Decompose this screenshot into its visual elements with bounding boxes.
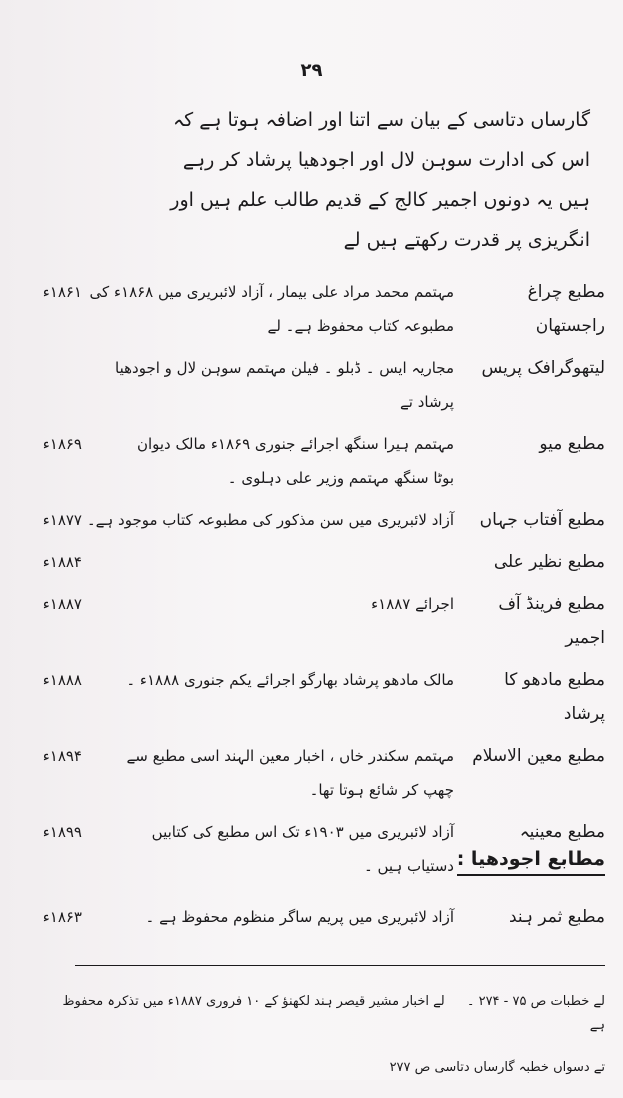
press-entry <box>40 739 605 807</box>
footnote-text: لے اخبار مشیر قیصر ہند لکھنؤ کے ۱۰ فروری ۱۸۸۷ء میں تذکرہ محفوظ ہے <box>62 994 605 1033</box>
press-name: مطبع معین الاسلام <box>472 746 605 766</box>
intro-line: اس کی ادارت سوہن لال اور اجودھیا پرشاد کر رہے <box>182 149 590 171</box>
press-description <box>82 351 470 419</box>
press-description <box>82 739 470 807</box>
press-entry <box>40 663 605 731</box>
description-line: چھپ کر شائع ہوتا تھا۔ <box>309 781 454 799</box>
description-line: آزاد لائبریری میں ۱۹۰۳ء تک اس مطبع کی کتابیں <box>151 823 454 841</box>
description-line: مہتمم ہیرا سنگھ اجرائے جنوری ۱۸۶۹ء مالک دیوان <box>136 435 454 453</box>
footnote-line <box>60 990 605 1038</box>
press-year: ۱۸۶۳ء <box>42 908 82 926</box>
footnote-text: لے خطبات ص ۷۵ - ۲۷۴ ۔ <box>466 994 605 1009</box>
press-year: ۱۸۹۹ء <box>42 823 82 841</box>
press-name: مطبع معینیہ <box>519 822 605 842</box>
intro-line: گارساں دتاسی کے بیان سے اتنا اور اضافہ ہوتا ہے کہ <box>173 109 590 131</box>
press-year: ۱۸۷۷ء <box>42 511 82 529</box>
footnote-line: تے دسواں خطبہ گارساں دتاسی ص ۲۷۷ <box>389 1060 605 1075</box>
press-name: مطبع میو <box>539 434 605 454</box>
description-line: مطبوعہ کتاب محفوظ ہے۔ لے <box>267 317 454 335</box>
press-entry <box>40 275 605 343</box>
press-entry <box>40 351 605 419</box>
press-name: لیتھوگرافک پریس <box>481 358 605 378</box>
description-line: مجاریہ ایس ۔ ڈبلو ۔ فیلن مہتمم سوہن لال و اجودھیا پرشاد تے <box>115 359 454 411</box>
intro-line: ہیں یہ دونوں اجمیر کالج کے قدیم طالب علم ہیں اور <box>170 189 590 211</box>
description-line: مالک مادھو پرشاد بھارگو اجرائے یکم جنوری ۱۸۸۸ء ۔ <box>126 671 454 689</box>
description-line: مہتمم سکندر خاں ، اخبار معین الہند اسی مطبع سے <box>126 747 454 765</box>
press-year: ۱۸۶۱ء <box>42 283 82 301</box>
press-name: مطبع چراغ راجستھان <box>527 282 605 336</box>
press-year: ۱۸۸۷ء <box>42 595 82 613</box>
press-description <box>82 427 470 495</box>
description-line: دستیاب ہیں ۔ <box>363 857 454 875</box>
press-year: ۱۸۸۸ء <box>42 671 82 689</box>
intro-line: انگریزی پر قدرت رکھتے ہیں لے <box>343 229 590 251</box>
press-description <box>82 815 470 883</box>
press-year: ۱۸۸۴ء <box>42 553 82 571</box>
description-line: بوٹا سنگھ مہتمم وزیر علی دہلوی ۔ <box>227 469 454 487</box>
press-entry <box>40 503 605 537</box>
press-year: ۱۸۶۹ء <box>42 435 82 453</box>
press-description <box>82 900 470 934</box>
press-entry <box>40 545 605 579</box>
footnote-divider <box>75 965 605 966</box>
footnotes <box>60 990 605 1098</box>
section-heading-ajodhya: مطابع اجودھیا : <box>457 848 605 876</box>
press-entry <box>40 900 605 934</box>
page-number: ۲۹ <box>300 60 323 81</box>
press-description <box>82 663 470 697</box>
description-line: آزاد لائبریری میں سن مذکور کی مطبوعہ کتاب موجود ہے۔ <box>86 511 454 529</box>
press-entry <box>40 427 605 495</box>
press-name: مطبع ثمر ہند <box>509 907 605 927</box>
description-line: مہتمم محمد مراد علی بیمار ، آزاد لائبریری میں ۱۸۶۸ء کی <box>89 283 454 301</box>
press-name: مطبع نظیر علی <box>493 552 605 572</box>
press-name: مطبع آفتاب جہاں <box>479 510 605 530</box>
press-name: مطبع فرینڈ آف اجمیر <box>498 594 605 648</box>
press-year: ۱۸۹۴ء <box>42 747 82 765</box>
press-entry <box>40 587 605 655</box>
description-line: آزاد لائبریری میں پریم ساگر منظوم محفوظ ہے ۔ <box>145 908 454 926</box>
intro-paragraph <box>70 100 590 260</box>
description-line: اجرائے ۱۸۸۷ء <box>371 595 454 613</box>
press-entries-list <box>40 275 605 891</box>
press-name: مطبع مادھو کا پرشاد <box>504 670 605 724</box>
press-description <box>82 503 470 537</box>
press-description <box>82 275 470 343</box>
press-description <box>82 587 470 621</box>
